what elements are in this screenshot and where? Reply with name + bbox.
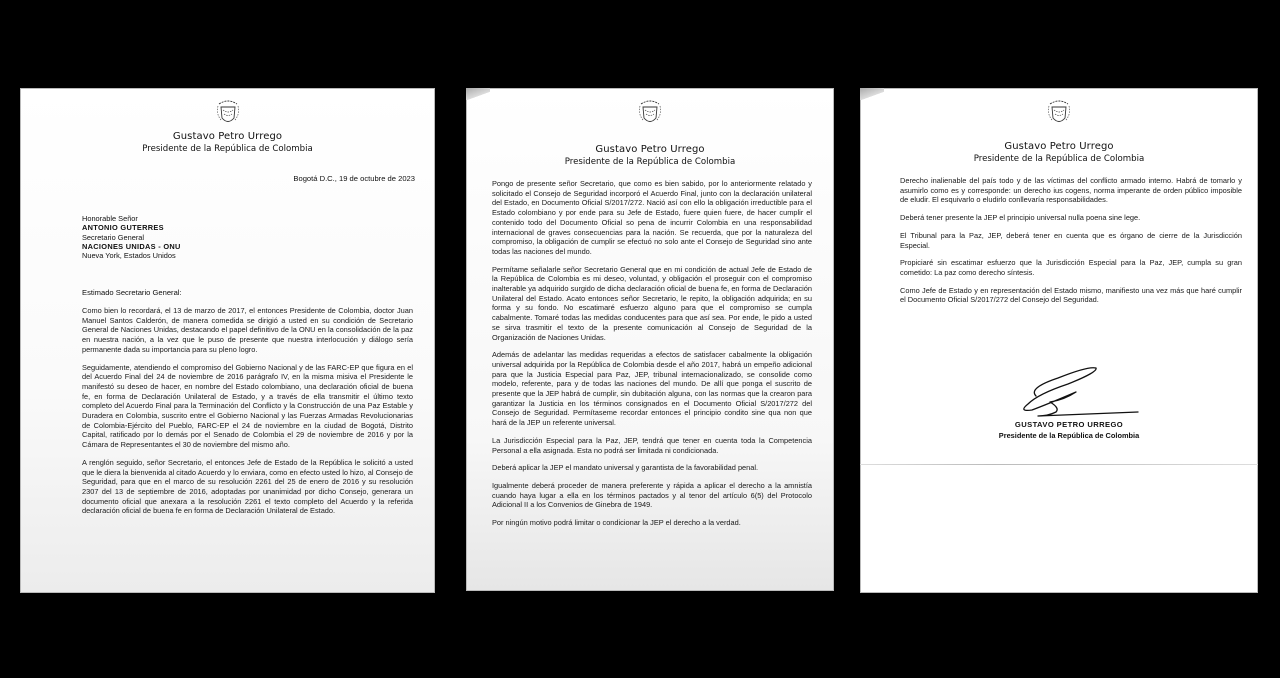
address-line: Honorable Señor bbox=[82, 214, 138, 223]
address-line: Nueva York, Estados Unidos bbox=[82, 251, 176, 261]
paragraph: Permítame señalarle señor Secretario General que en mi condición de actual Jefe de Estado de la República de Colombia es mi deseo, voluntad, y obligación el proseguir con el compromiso inalterable ya adquirido surgido de dicha declaración oficial de buena fe, en forma de Declaración Unilateral del Estado. Acato entonces señor Secretario, le repito, la obligación adquirida; en su forma y su fondo. No escatimaré esfuerzo alguno para que el compromiso se cumpla cabalmente. Tomaré todas las medidas conducentes para que así sea. Por ende, le pido a usted se sirva trasmitir el texto de la presente comunicación al Consejo de Seguridad de la Organización de Naciones Unidas. bbox=[492, 264, 812, 342]
salutation: Estimado Secretario General: bbox=[82, 288, 182, 297]
signature-title: Presidente de la República de Colombia bbox=[998, 431, 1140, 440]
letterhead-name: Gustavo Petro Urrego bbox=[172, 131, 283, 142]
paragraph: Como Jefe de Estado y en representación del Estado mismo, manifiesto una vez más que haré cumplir el Documento Oficial S/2017/272 del Consejo del Seguridad. bbox=[900, 285, 1242, 305]
letter-page-1 bbox=[20, 88, 435, 593]
letter-date: Bogotá D.C., 19 de octubre de 2023 bbox=[293, 174, 415, 183]
address-line: Secretario General bbox=[82, 232, 145, 242]
recipient-organization: NACIONES UNIDAS - ONU bbox=[82, 241, 181, 251]
letterhead bbox=[860, 141, 1258, 164]
letterhead-title: Presidente de la República de Colombia bbox=[973, 154, 1145, 164]
paragraph: Seguidamente, atendiendo el compromiso del Gobierno Nacional y de las FARC-EP que figura en el del Acuerdo Final del 24 de noviembre de 2016 parágrafo IV, en la misma misiva el Presidente le manifestó su deseo de hacer, en nombre del Estado colombiano, una declaración oficial de buena fe, en forma de Declaración Unilateral de Estado, y a través de ella transmitir el último texto completo del Acuerdo Final para la Terminación del Conflicto y la Construcción de una Paz Estable y Duradera en Colombia, suscrito entre el Gobierno Nacional y las Fuerzas Armadas Revolucionarias de Colombia-Ejército del Pueblo, FARC-EP el 24 de noviembre en la ciudad de Bogotá, Distrito Capital, ratificado por lo demás por el Senado de Colombia el 29 de noviembre de 2016 y por la Cámara de Representantes el 30 de noviembre del mismo año. bbox=[82, 362, 413, 450]
colombia-coat-of-arms-icon bbox=[1046, 98, 1072, 126]
paragraph: Derecho inalienable del país todo y de las víctimas del conflicto armado interno. Habrá de tomarlo y asumirlo como es y corresponde: un derecho ius cogens, norma imperante de orden público imposible de eludir. El esquivarlo o eludirlo conllevaría responsabilidades. bbox=[900, 176, 1242, 205]
paragraph: Como bien lo recordará, el 13 de marzo de 2017, el entonces Presidente de Colombia, doctor Juan Manuel Santos Calderón, de manera comedida se dirigió a usted en su condición de Secretario General de Naciones Unidas, destacando el papel definitivo de la ONU en la consolidación de la paz en nuestra nación, a la vez que le puso de presente que nuestra interlocución y diálogo sería permanente dada su importancia para su pleno logro. bbox=[82, 306, 413, 354]
letter-page-2 bbox=[466, 88, 834, 591]
letterhead-title: Presidente de la República de Colombia bbox=[564, 157, 736, 167]
paragraph: Propiciaré sin escatimar esfuerzo que la Jurisdicción Especial para la Paz, JEP, cumpla su gran cometido: La paz como derecho síntesis. bbox=[900, 258, 1242, 277]
paragraph: Deberá aplicar la JEP el mandato universal y garantista de la favorabilidad penal. bbox=[492, 463, 759, 473]
folded-corner bbox=[860, 88, 884, 100]
recipient-address bbox=[82, 214, 181, 260]
paragraph: Además de adelantar las medidas requeridas a efectos de satisfacer cabalmente la obligación universal adquirida por la República de Colombia desde el año 2017, habrá un empeño adicional para que la Justicia Especial para Paz, JEP, tribunal internacionalizado, se consolide como modelo, referente, para y de todas las naciones del mundo. De allí que ponga el suscrito de presente que la JEP habrá de cumplir, sin dubitación alguna, con las normas que la crearon para garantizar la Justicia en los términos consignados en el Documento Oficial S/2017/272 del Consejo de Seguridad. Permítaseme recordar entonces el principio condito sine qua non que hará de la JEP un referente universal. bbox=[492, 350, 812, 428]
paragraph: Deberá tener presente la JEP el principio universal nulla poena sine lege. bbox=[900, 213, 1141, 223]
handwritten-signature bbox=[988, 360, 1148, 420]
paragraph: Pongo de presente señor Secretario, que como es bien sabido, por lo anteriormente relatado y solicitado el Consejo de Seguridad incorporó el Acuerdo Final, junto con la declaración unilateral del Estado, en Documento Oficial S/2017/272. Nació así con ello la obligación irreductible para el Estado colombiano y por ende para su Jefe de Estado, fuere quien fuere, de hacer cumplir el contenido todo del Documento Oficial so pena de incurrir Colombia en una responsabilidad internacional de graves consecuencias para la nación. Se recuerda, que por la naturaleza del compromiso, la obligación de cumplir se efectuó no solo ante el Consejo de Seguridad sino ante todas las naciones del mundo. bbox=[492, 179, 812, 256]
paragraph: Por ningún motivo podrá limitar o condicionar la JEP el derecho a la verdad. bbox=[492, 518, 741, 528]
recipient-name: ANTONIO GUTERRES bbox=[82, 223, 164, 233]
signature-name: GUSTAVO PETRO URREGO bbox=[1014, 420, 1124, 429]
letter-body bbox=[900, 176, 1242, 313]
letter-page-3 bbox=[860, 88, 1258, 593]
colombia-coat-of-arms-icon bbox=[215, 98, 241, 126]
letterhead bbox=[466, 144, 834, 167]
letterhead-name: Gustavo Petro Urrego bbox=[1004, 141, 1114, 152]
folded-corner bbox=[466, 88, 490, 100]
paragraph: A renglón seguido, señor Secretario, el entonces Jefe de Estado de la República le solicitó a usted que le diera la bienvenida al citado Acuerdo y lo enviara, como en efecto usted lo hizo, al Consejo de Seguridad, para que en el marco de su resolución 2261 del 25 de enero de 2016 y su resolución 2307 del 13 de septiembre de 2016, adoptadas por unanimidad por dicho Consejo, generara un documento oficial que anexara a la resolución 2261 el texto completo del Acuerdo y la referida declaración oficial de buena fe en forma de Declaración Unilateral de Estado. bbox=[82, 457, 413, 516]
letterhead-name: Gustavo Petro Urrego bbox=[595, 144, 705, 155]
paragraph: El Tribunal para la Paz, JEP, deberá tener en cuenta que es órgano de cierre de la Jurisdicción Especial. bbox=[900, 230, 1242, 250]
paragraph: Igualmente deberá proceder de manera preferente y rápida a aplicar el derecho a la amnistía cuando haya lugar a ella en los términos pactados y al tenor del artículo 6(5) del Protocolo Adicional II a los Convenios de Ginebra de 1949. bbox=[492, 480, 812, 510]
paper-fold-line bbox=[860, 464, 1258, 465]
letterhead bbox=[20, 131, 435, 154]
paragraph: La Jurisdicción Especial para la Paz, JEP, tendrá que tener en cuenta toda la Competencia Personal a ella asignada. Esta no podrá ser limitada ni condicionada. bbox=[492, 435, 812, 455]
letter-body bbox=[82, 306, 413, 524]
letterhead-title: Presidente de la República de Colombia bbox=[142, 144, 313, 154]
letter-body bbox=[492, 179, 812, 536]
colombia-coat-of-arms-icon bbox=[637, 98, 663, 126]
